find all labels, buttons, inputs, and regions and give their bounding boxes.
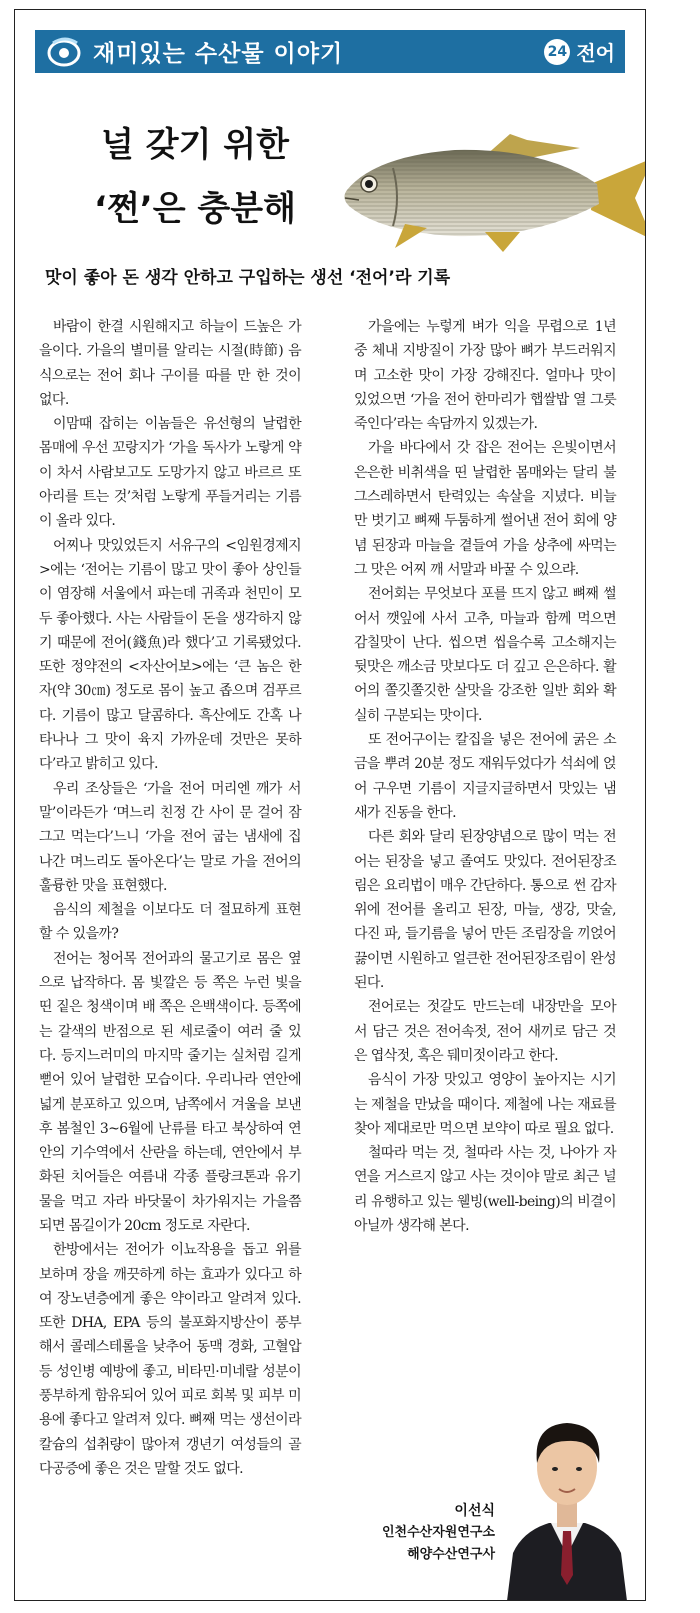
author-organization: 인천수산자원연구소 [381,1525,495,1540]
paragraph: 전어는 청어목 전어과의 물고기로 몸은 옆으로 납작하다. 몸 빛깔은 등 쪽은 누런 빛을 띤 짙은 청색이며 배 쪽은 은백색이다. 등쪽에는 갈색의 반점으로 된 세로줄이 여러 줄 있다. 등지느러미의 마지막 줄기는 실처럼 길게 뻗어 있어 날렵한 모습이다. 우리나라 연안에 넓게 분포하고 있으며, 남쪽에서 겨울을 보낸 후 봄철인 3~6월에 난류를 타고 북상하여 연안의 기수역에서 산란을 하는데, 연안에서 부화된 치어들은 여름내 각종 플랑크톤과 유기물을 먹고 자라 바닷물이 차가워지는 가을쯤 되면 몸길이가 20cm 정도로 자란다. [39,950,301,1234]
paragraph: 음식이 가장 맛있고 영양이 높아지는 시기는 제철을 만났을 때이다. 제철에 나는 재료를 찾아 제대로만 먹으면 보약이 따로 필요 없다. [354,1072,616,1137]
episode-topic: 전어 [576,41,615,65]
headline-line-1: 널 갖기 위한 [101,125,289,165]
headline-line-2: ‘쩐’은 충분해 [94,189,296,229]
author-portrait-photo [503,1385,631,1601]
paragraph: 철따라 먹는 것, 철따라 사는 것, 나아가 자연을 거스르지 않고 사는 것이야 말로 최근 널리 유행하고 있는 웰빙(well-being)의 비결이 아닐까 생각해 본다. [354,1145,616,1234]
paragraph: 이맘때 잡히는 이놈들은 유선형의 날렵한 몸매에 우선 꼬랑지가 ‘가을 독사가 노랗게 약이 차서 사람보고도 도망가지 않고 바르르 또아리를 트는 것’처럼 노랗게 푸들거리는 기름이 올라 있다. [39,416,301,530]
episode-number-badge: 24 [544,39,570,65]
article-subheading: 맛이 좋아 돈 생각 안하고 구입하는 생선 ‘전어’라 기록 [45,268,451,288]
series-episode [544,37,615,66]
paragraph: 전어회는 무엇보다 포를 뜨지 않고 뼈째 썰어서 깻잎에 사서 고추, 마늘과 함께 먹으면 감칠맛이 난다. 씹으면 씹을수록 고소해지는 뒷맛은 깨소금 맛보다도 더 깊고 은은하다. 활어의 쫄깃쫄깃한 살맛을 강조한 일반 회와 확실히 구분되는 맛이다. [354,586,616,724]
paragraph: 우리 조상들은 ‘가을 전어 머리엔 깨가 서말’이라든가 ‘며느리 친정 간 사이 문 걸어 잠그고 먹는다’느니 ‘가을 전어 굽는 냄새에 집나간 며느리도 돌아온다’는 말로 가을 전어의 훌륭한 맛을 표현했다. [39,780,301,894]
paragraph: 가을에는 누렇게 벼가 익을 무렵으로 1년 중 체내 지방질이 가장 많아 뼈가 부드러워지며 고소한 맛이 가장 강해진다. 얼마나 맛이 있었으면 ‘가을 전어 한마리가 햅쌀밥 열 그릇 죽인다’라는 속담까지 있겠는가. [354,319,616,433]
paragraph: 음식의 제철을 이보다도 더 절묘하게 표현할 수 있을까? [39,902,301,943]
author-title: 해양수산연구사 [407,1547,495,1562]
series-logo-icon [35,30,93,73]
paragraph: 또 전어구이는 칼집을 넣은 전어에 굵은 소금을 뿌려 20분 정도 재워두었다가 석쇠에 얹어 구우면 기름이 지글지글하면서 맛있는 냄새가 진동을 한다. [354,732,616,821]
paragraph: 한방에서는 전어가 이뇨작용을 돕고 위를 보하며 장을 깨끗하게 하는 효과가 있다고 하여 장노년층에게 좋은 약이라고 알려져 있다. 또한 DHA, EPA 등의 불포화지방산이 풍부해서 콜레스테롤을 낮추어 동맥 경화, 고혈압 등 성인병 예방에 좋고, 비타민·미네랄 성분이 풍부하게 함유되어 있어 피로 회복 및 피부 미용에 좋다고 알려져 있다. 뼈째 먹는 생선이라 칼슘의 섭취량이 많아져 갱년기 여성들의 골다공증에 좋은 것은 말할 것도 없다. [39,1242,301,1477]
article-column-right [354,315,616,1238]
series-title: 재미있는 수산물 이야기 [93,41,344,67]
paragraph: 전어로는 젓갈도 만드는데 내장만을 모아서 담근 것은 전어속젓, 전어 새끼로 담근 것은 엽삭젓, 혹은 뒈미젓이라고 한다. [354,999,616,1064]
series-banner [35,30,625,73]
paragraph: 가을 바다에서 갓 잡은 전어는 은빛이면서 은은한 비취색을 띤 날렵한 몸매와는 달리 불그스레하면서 탄력있는 속살을 지녔다. 비늘만 벗기고 뼈째 두툼하게 썰어낸 전어 회에 양념 된장과 마늘을 곁들여 가을 상추에 싸먹는 그 맛은 어찌 깨 서말과 바꿀 수 있으랴. [354,440,616,578]
author-name: 이선식 [454,1503,495,1519]
paragraph: 어찌나 맛있었든지 서유구의 <임원경제지>에는 ‘전어는 기름이 많고 맛이 좋아 상인들이 염장해 서울에서 파는데 귀족과 천민이 모두 좋아했다. 사는 사람들이 돈을 생각하지 않기 때문에 전어(錢魚)라 했다’고 기록됐었다. 또한 정약전의 <자산어보>에는 ‘큰 놈은 한자(약 30㎝) 정도로 몸이 높고 좁으며 검푸르다. 기름이 많고 달콤하다. 흑산에도 간혹 나타나나 그 맛이 육지 가까운데 것만은 못하다’라고 밝히고 있다. [39,537,301,773]
article-page [14,9,646,1601]
paragraph: 바람이 한결 시원해지고 하늘이 드높은 가을이다. 가을의 별미를 알리는 시절(時節) 음식으로는 전어 회나 구이를 따를 만 한 것이 없다. [39,319,301,408]
gizzard-shad-fish-image [335,128,646,278]
article-column-left [39,315,301,1481]
paragraph: 다른 회와 달리 된장양념으로 많이 먹는 전어는 된장을 넣고 졸여도 맛있다. 전어된장조림은 요리법이 매우 간단하다. 통으로 썬 감자 위에 전어를 올리고 된장, 마늘, 생강, 맛술, 다진 파, 들기름을 넣어 만든 조림장을 끼얹어 끓이면 시원하고 얼큰한 전어된장조림이 완성된다. [354,829,616,992]
author-byline [345,1500,495,1566]
